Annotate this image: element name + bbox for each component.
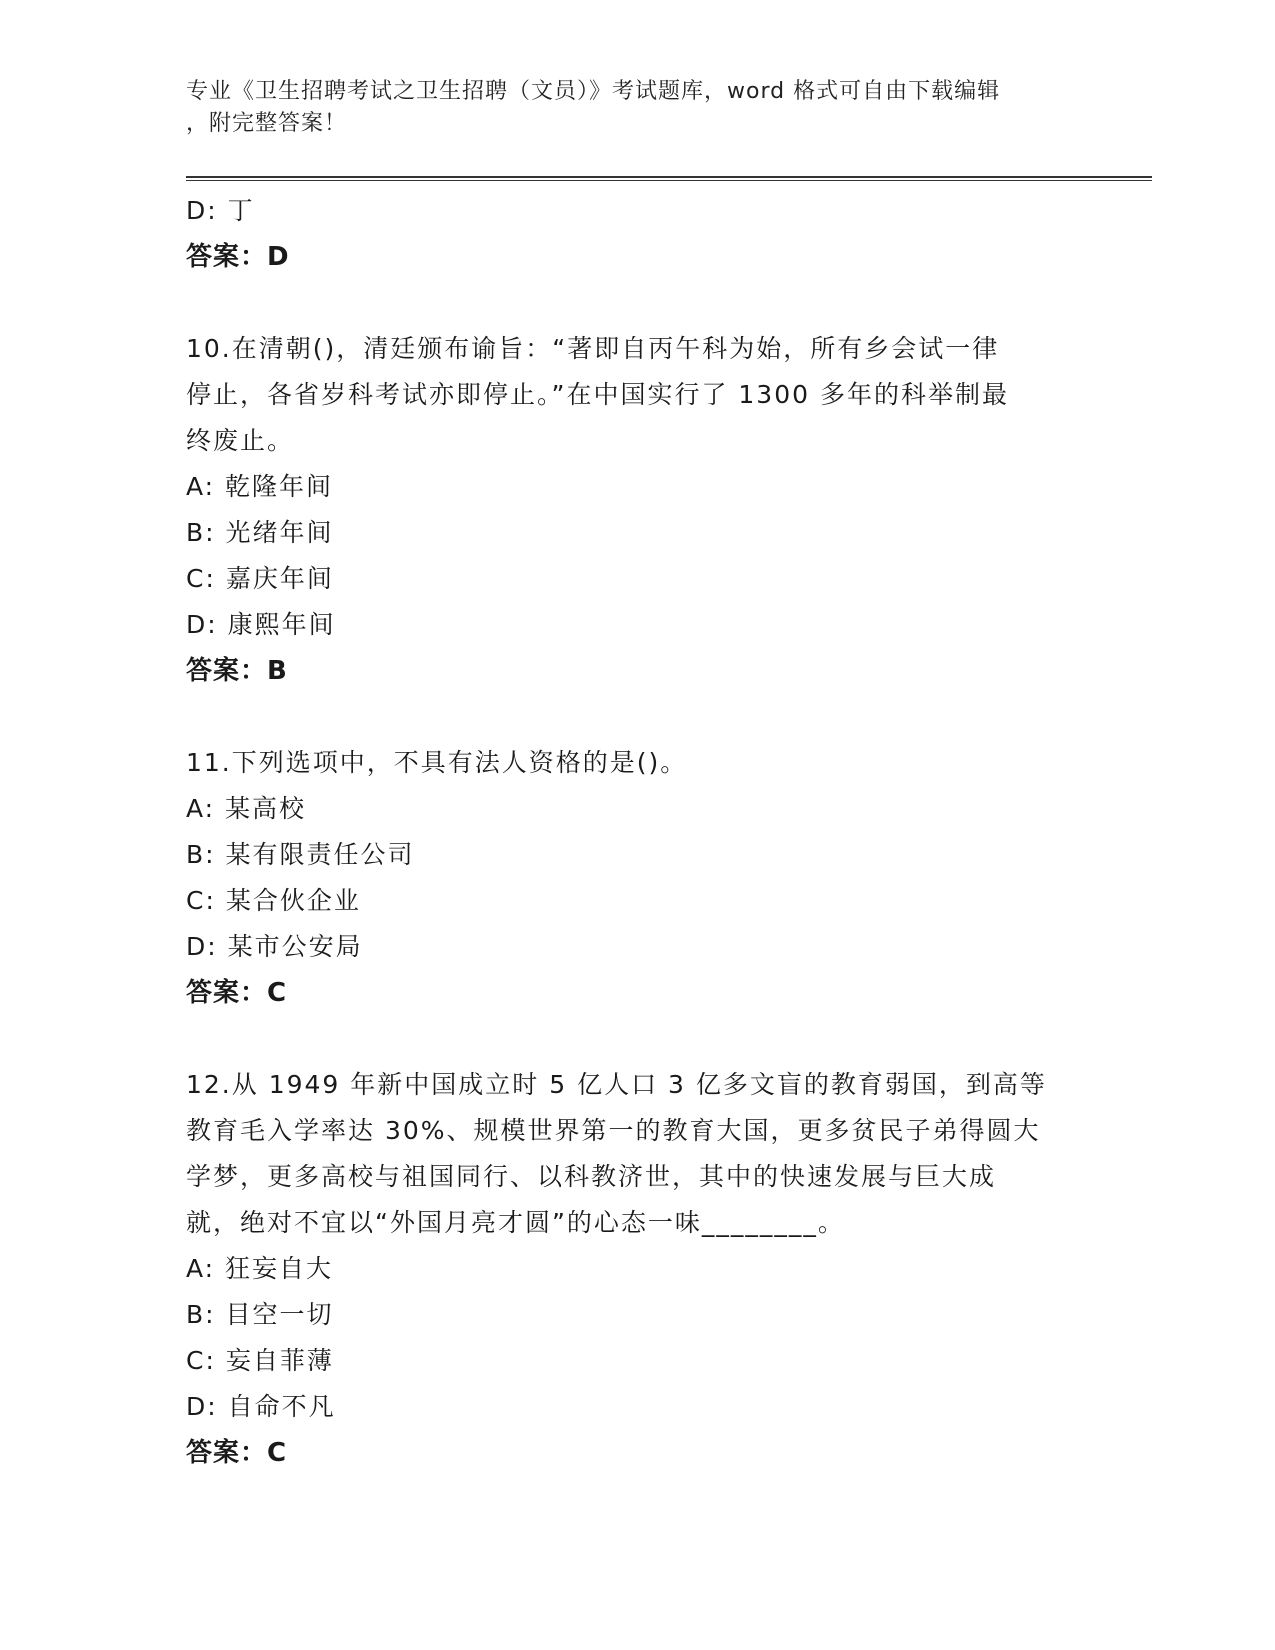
option-b: B: 目空一切 <box>186 1300 334 1329</box>
question-stem <box>186 1062 1066 1246</box>
option-d: D: 某市公安局 <box>186 932 363 961</box>
header-divider <box>186 176 1152 181</box>
option-a: A: 乾隆年间 <box>186 472 334 501</box>
question-list <box>186 188 1086 1476</box>
stem-line: 10.在清朝()，清廷颁布谕旨：“著即自丙午科为始，所有乡会试一律 <box>186 334 1000 363</box>
answer: 答案：D <box>186 242 290 272</box>
option-a: A: 某高校 <box>186 794 307 823</box>
question-12 <box>186 1062 1086 1476</box>
stem-line: 12.从 1949 年新中国成立时 5 亿人口 3 亿多文盲的教育弱国，到高等 <box>186 1070 1047 1099</box>
option-d: D: 丁 <box>186 196 255 225</box>
answer: 答案：C <box>186 1438 288 1468</box>
answer: 答案：C <box>186 978 288 1008</box>
option-d: D: 自命不凡 <box>186 1392 336 1421</box>
stem-line: 11.下列选项中，不具有法人资格的是()。 <box>186 748 688 777</box>
option-c: C: 某合伙企业 <box>186 886 361 915</box>
answer: 答案：B <box>186 656 288 686</box>
option-c: C: 妄自菲薄 <box>186 1346 334 1375</box>
page-header <box>186 76 1086 140</box>
question-stem <box>186 326 1066 464</box>
stem-line: 终废止。 <box>186 426 295 455</box>
stem-line: 学梦，更多高校与祖国同行、以科教济世，其中的快速发展与巨大成 <box>186 1162 997 1191</box>
option-b: B: 某有限责任公司 <box>186 840 415 869</box>
option-c: C: 嘉庆年间 <box>186 564 334 593</box>
question-10 <box>186 326 1086 694</box>
question-11 <box>186 740 1086 1016</box>
option-d: D: 康熙年间 <box>186 610 336 639</box>
question-stem <box>186 740 1066 786</box>
stem-line: 停止，各省岁科考试亦即停止。”在中国实行了 1300 多年的科举制最 <box>186 380 1009 409</box>
option-b: B: 光绪年间 <box>186 518 334 547</box>
stem-line: 就，绝对不宜以“外国月亮才圆”的心态一味________。 <box>186 1208 845 1237</box>
stem-line: 教育毛入学率达 30%、规模世界第一的教育大国，更多贫民子弟得圆大 <box>186 1116 1041 1145</box>
header-line-2: ，附完整答案！ <box>186 111 348 136</box>
header-line-1: 专业《卫生招聘考试之卫生招聘（文员）》考试题库，word 格式可自由下载编辑 <box>186 79 1001 104</box>
option-a: A: 狂妄自大 <box>186 1254 334 1283</box>
